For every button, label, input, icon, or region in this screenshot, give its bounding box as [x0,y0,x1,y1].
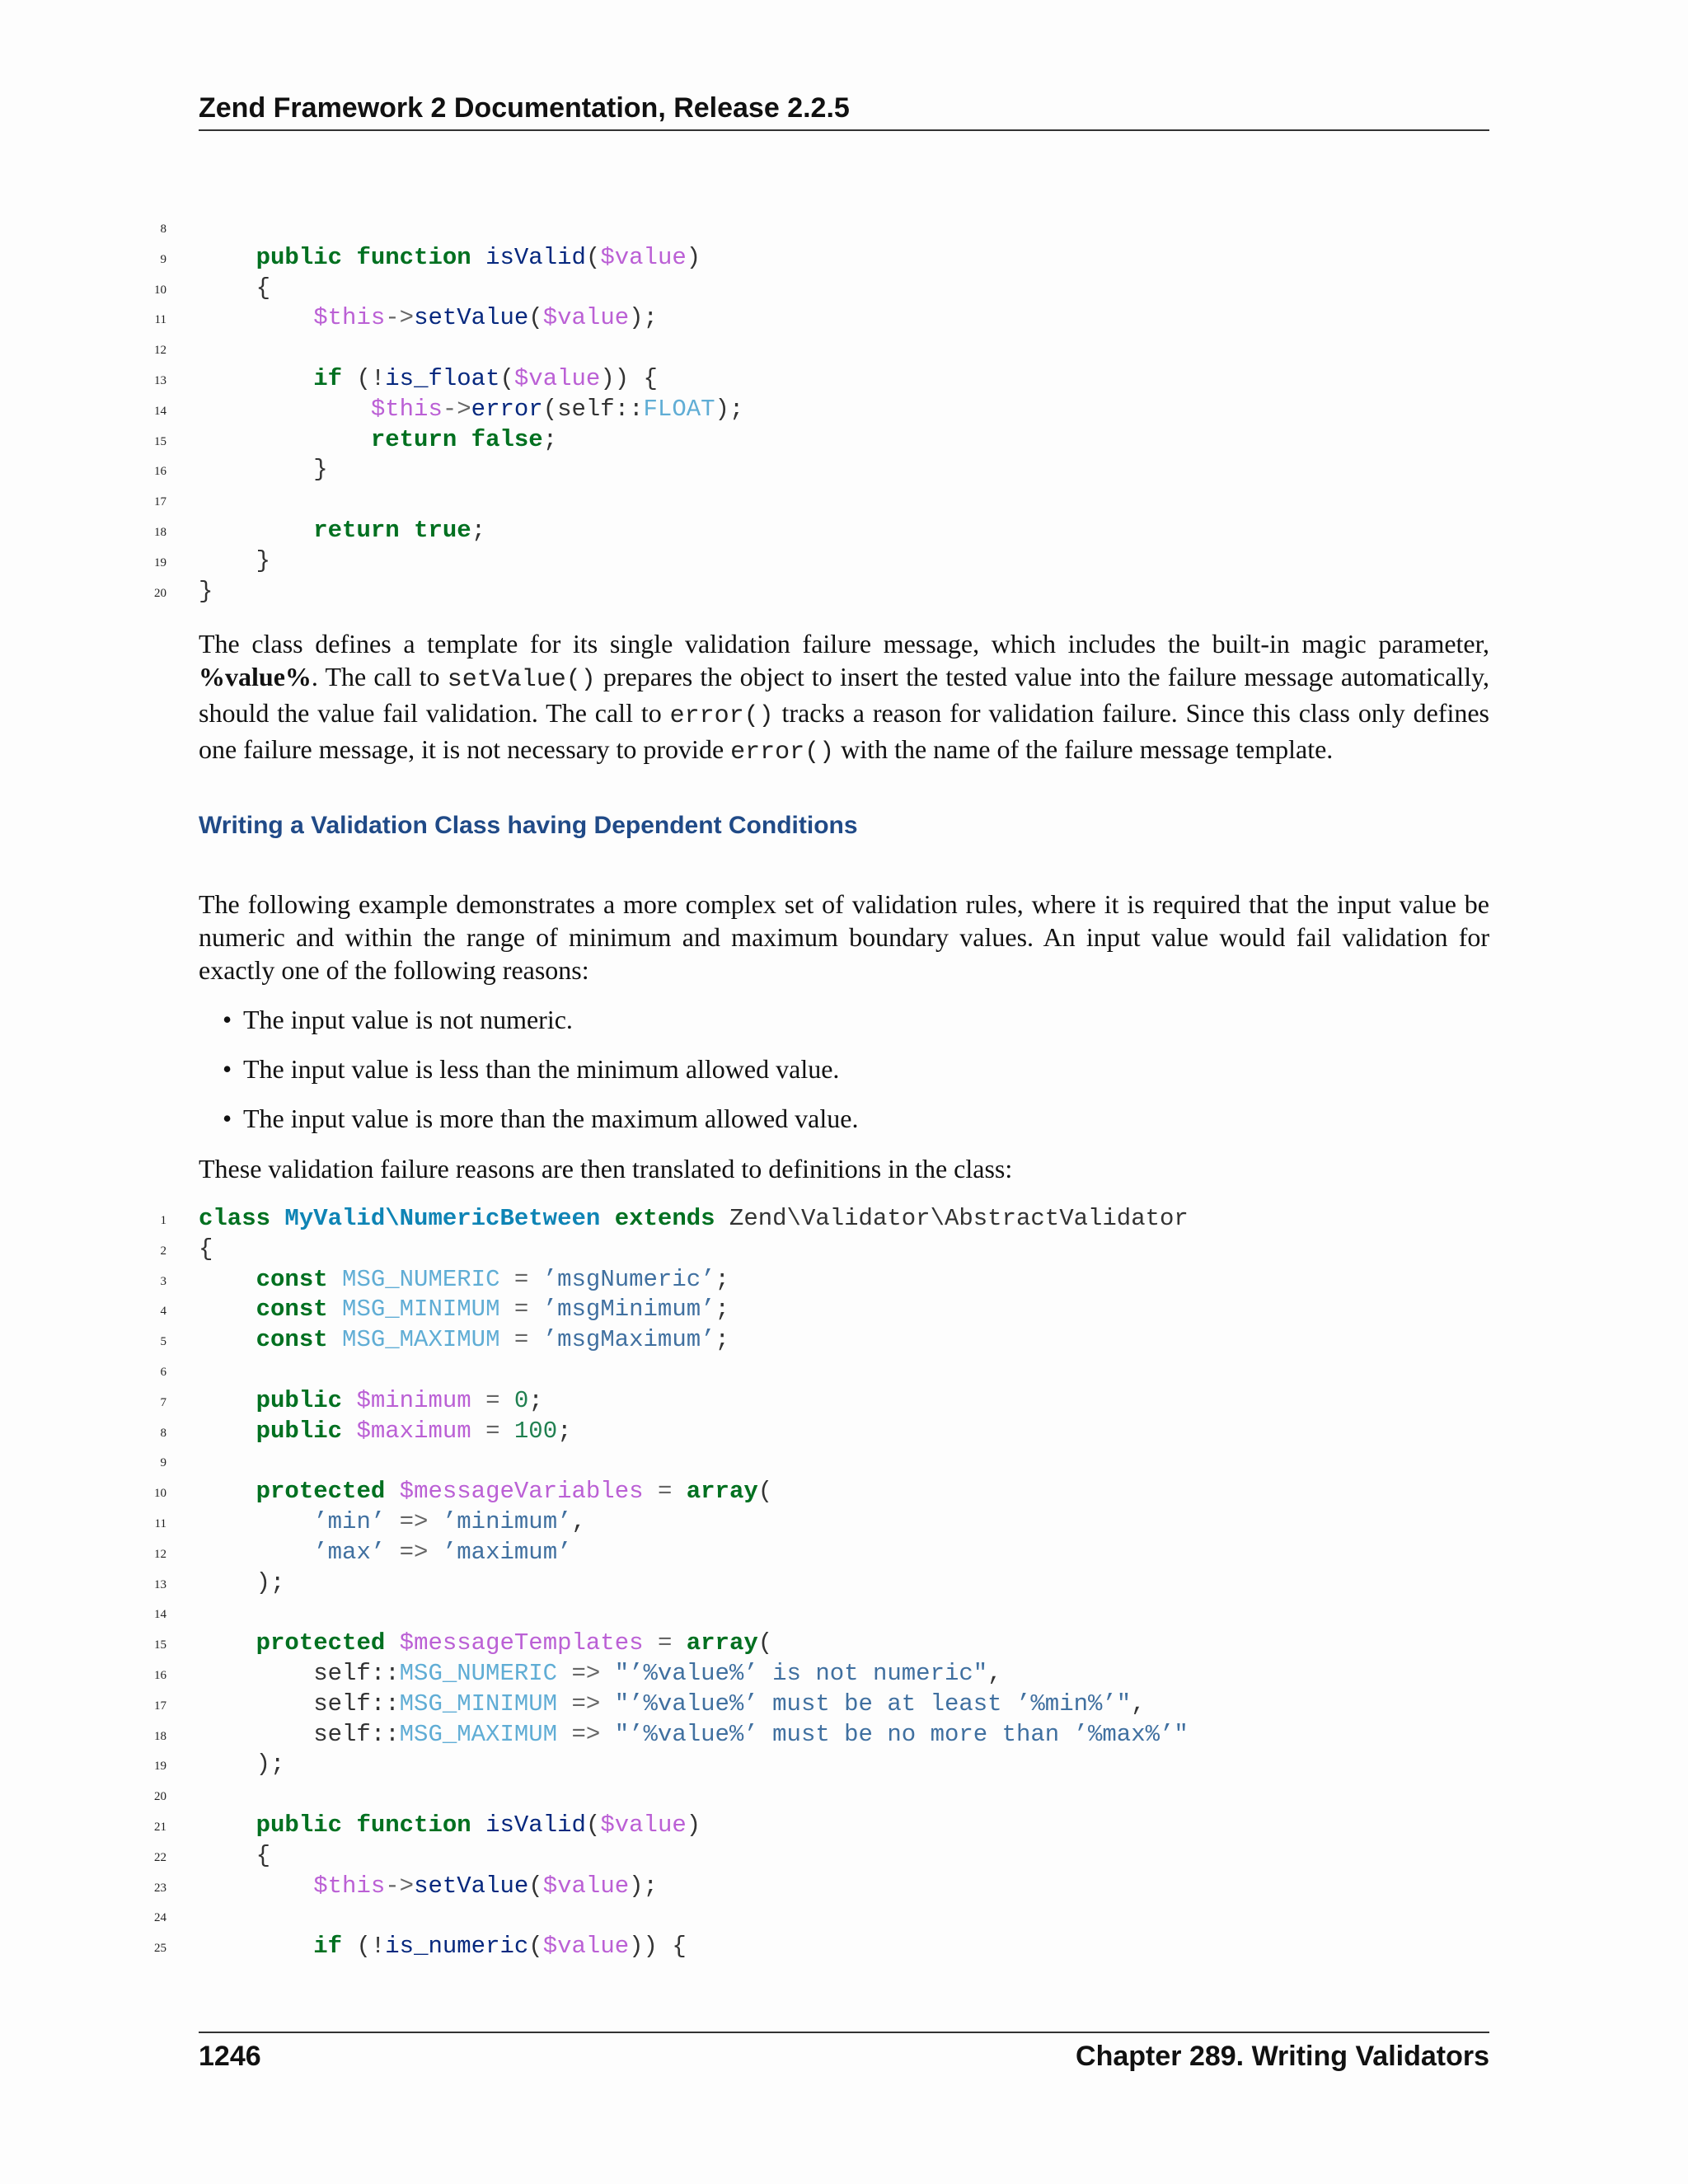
line-number: 13 [154,1577,166,1591]
code-text: protected $messageVariables = array( [256,1478,773,1506]
paragraph-translation-note: These validation failure reasons are then translated to definitions in the class: [199,1154,1013,1183]
code-line [0,1750,1688,1780]
line-number: 19 [154,1760,166,1774]
line-number: 18 [154,526,166,539]
code-text: if (!is_float($value)) { [313,365,658,392]
code-line [0,213,1688,243]
code-line [0,1356,1688,1386]
code-text: ); [199,1750,285,1779]
code-text: if (!is_numeric($value)) { [313,1933,687,1961]
code-line [0,1872,1688,1902]
code-line [0,303,1688,334]
code-line [0,546,1688,577]
line-number: 5 [160,1335,166,1349]
code-line [0,1204,1688,1235]
line-number: 8 [160,223,166,236]
code-text: self::MSG_NUMERIC => "’%value%’ is not numeric", [199,1660,1002,1687]
line-number: 22 [154,1850,166,1864]
code-line [0,1507,1688,1538]
code-line [0,1295,1688,1325]
line-number: 11 [154,313,166,327]
paragraph-class-description: The class defines a template for its single validation failure message, which includes the built-in magic parameter, %value%. The call to setValue() prepares the object to insert the tested value into the failure message automatically, should the value fail validation. The call to error() tracks a reason for validation failure. Since this class only defines one failure message, it is not necessary to provide error() with the name of the failure message template. [199,629,1490,766]
line-number: 15 [154,434,166,448]
code-line [0,395,1688,425]
line-number: 24 [154,1911,166,1925]
code-line [0,1901,1688,1932]
code-text: ’min’ => ’minimum’, [313,1508,586,1535]
code-text: { [199,1235,213,1263]
code-line [0,1841,1688,1872]
code-text: $this->setValue($value); [313,304,658,332]
line-number: 6 [160,1366,166,1379]
code-text: ); [199,1568,285,1596]
code-text: $this->setValue($value); [313,1872,658,1900]
code-text: public function isValid($value) [256,1811,701,1839]
line-number: 9 [160,252,166,266]
code-line [0,1417,1688,1447]
code-line [0,1690,1688,1720]
code-line [0,1659,1688,1690]
line-number: 1 [160,1214,166,1227]
line-number: 9 [160,1456,166,1470]
code-line [0,1598,1688,1629]
line-number: 20 [154,586,166,600]
code-line [0,274,1688,304]
code-text: return false; [370,425,558,453]
page-number: 1246 [199,2041,261,2072]
line-number: 25 [154,1942,166,1956]
code-text: const MSG_MINIMUM = ’msgMinimum’; [256,1296,729,1324]
code-text: const MSG_NUMERIC = ’msgNumeric’; [256,1265,729,1293]
code-line [0,516,1688,546]
code-text: { [199,274,271,302]
line-number: 10 [154,1487,166,1501]
code-text: return true; [313,517,486,544]
code-text: class MyValid\NumericBetween extends Zend\Validator\AbstractValidator [199,1205,1189,1232]
code-text: { [199,1841,271,1869]
code-text: public $maximum = 100; [256,1417,572,1445]
code-text: public function isValid($value) [256,243,701,271]
line-number: 15 [154,1638,166,1652]
line-number: 12 [154,344,166,358]
code-line [0,334,1688,364]
code-line [0,1446,1688,1477]
list-item: • The input value is less than the minimum allowed value. [223,1054,840,1084]
code-line [0,1477,1688,1507]
code-line [0,243,1688,274]
code-line [0,364,1688,395]
code-line [0,1538,1688,1568]
line-number: 14 [154,1608,166,1622]
section-heading: Writing a Validation Class having Dependent Conditions [199,812,858,839]
line-number: 18 [154,1729,166,1743]
list-item: • The input value is not numeric. [223,1005,573,1034]
line-number: 14 [154,404,166,418]
code-line [0,1386,1688,1417]
paragraph-example-intro: The following example demonstrates a more complex set of validation rules, where it is required that the input value be numeric and within the range of minimum and maximum boundary values. An input value would fail validation for exactly one of the following reasons: [199,889,1489,985]
line-number: 10 [154,283,166,297]
line-number: 21 [154,1821,166,1834]
code-line [0,1720,1688,1750]
code-line [0,1811,1688,1841]
code-line [0,1265,1688,1296]
line-number: 17 [154,1699,166,1713]
running-header-title: Zend Framework 2 Documentation, Release 2.2.5 [199,92,850,124]
code-line [0,1325,1688,1356]
line-number: 8 [160,1426,166,1440]
code-line [0,577,1688,607]
line-number: 7 [160,1395,166,1409]
code-text: $this->error(self::FLOAT); [370,395,744,423]
code-line [0,1932,1688,1962]
line-number: 16 [154,465,166,479]
code-line [0,425,1688,456]
code-line [0,1780,1688,1811]
header-rule [199,129,1489,131]
list-item: • The input value is more than the maximum allowed value. [223,1104,859,1133]
line-number: 17 [154,495,166,509]
code-text: ’max’ => ’maximum’ [313,1538,572,1566]
code-text: } [199,546,271,574]
line-number: 3 [160,1274,166,1288]
code-text: self::MSG_MAXIMUM => "’%value%’ must be no more than ’%max%’" [199,1720,1189,1748]
code-line [0,1629,1688,1659]
code-line [0,455,1688,485]
code-line [0,1235,1688,1265]
line-number: 19 [154,555,166,569]
line-number: 12 [154,1547,166,1561]
line-number: 23 [154,1881,166,1895]
line-number: 16 [154,1669,166,1682]
code-text: } [199,456,328,484]
code-text: const MSG_MAXIMUM = ’msgMaximum’; [256,1326,729,1354]
code-line [0,485,1688,516]
footer-rule [199,2032,1489,2033]
line-number: 13 [154,374,166,387]
code-text: public $minimum = 0; [256,1386,543,1414]
code-text: protected $messageTemplates = array( [256,1629,773,1657]
line-number: 20 [154,1790,166,1804]
chapter-title: Chapter 289. Writing Validators [1076,2041,1489,2072]
line-number: 11 [154,1517,166,1530]
code-text: self::MSG_MINIMUM => "’%value%’ must be at least ’%min%’", [199,1690,1146,1718]
line-number: 4 [160,1305,166,1319]
code-line [0,1568,1688,1599]
line-number: 2 [160,1244,166,1258]
code-text: } [199,577,213,605]
